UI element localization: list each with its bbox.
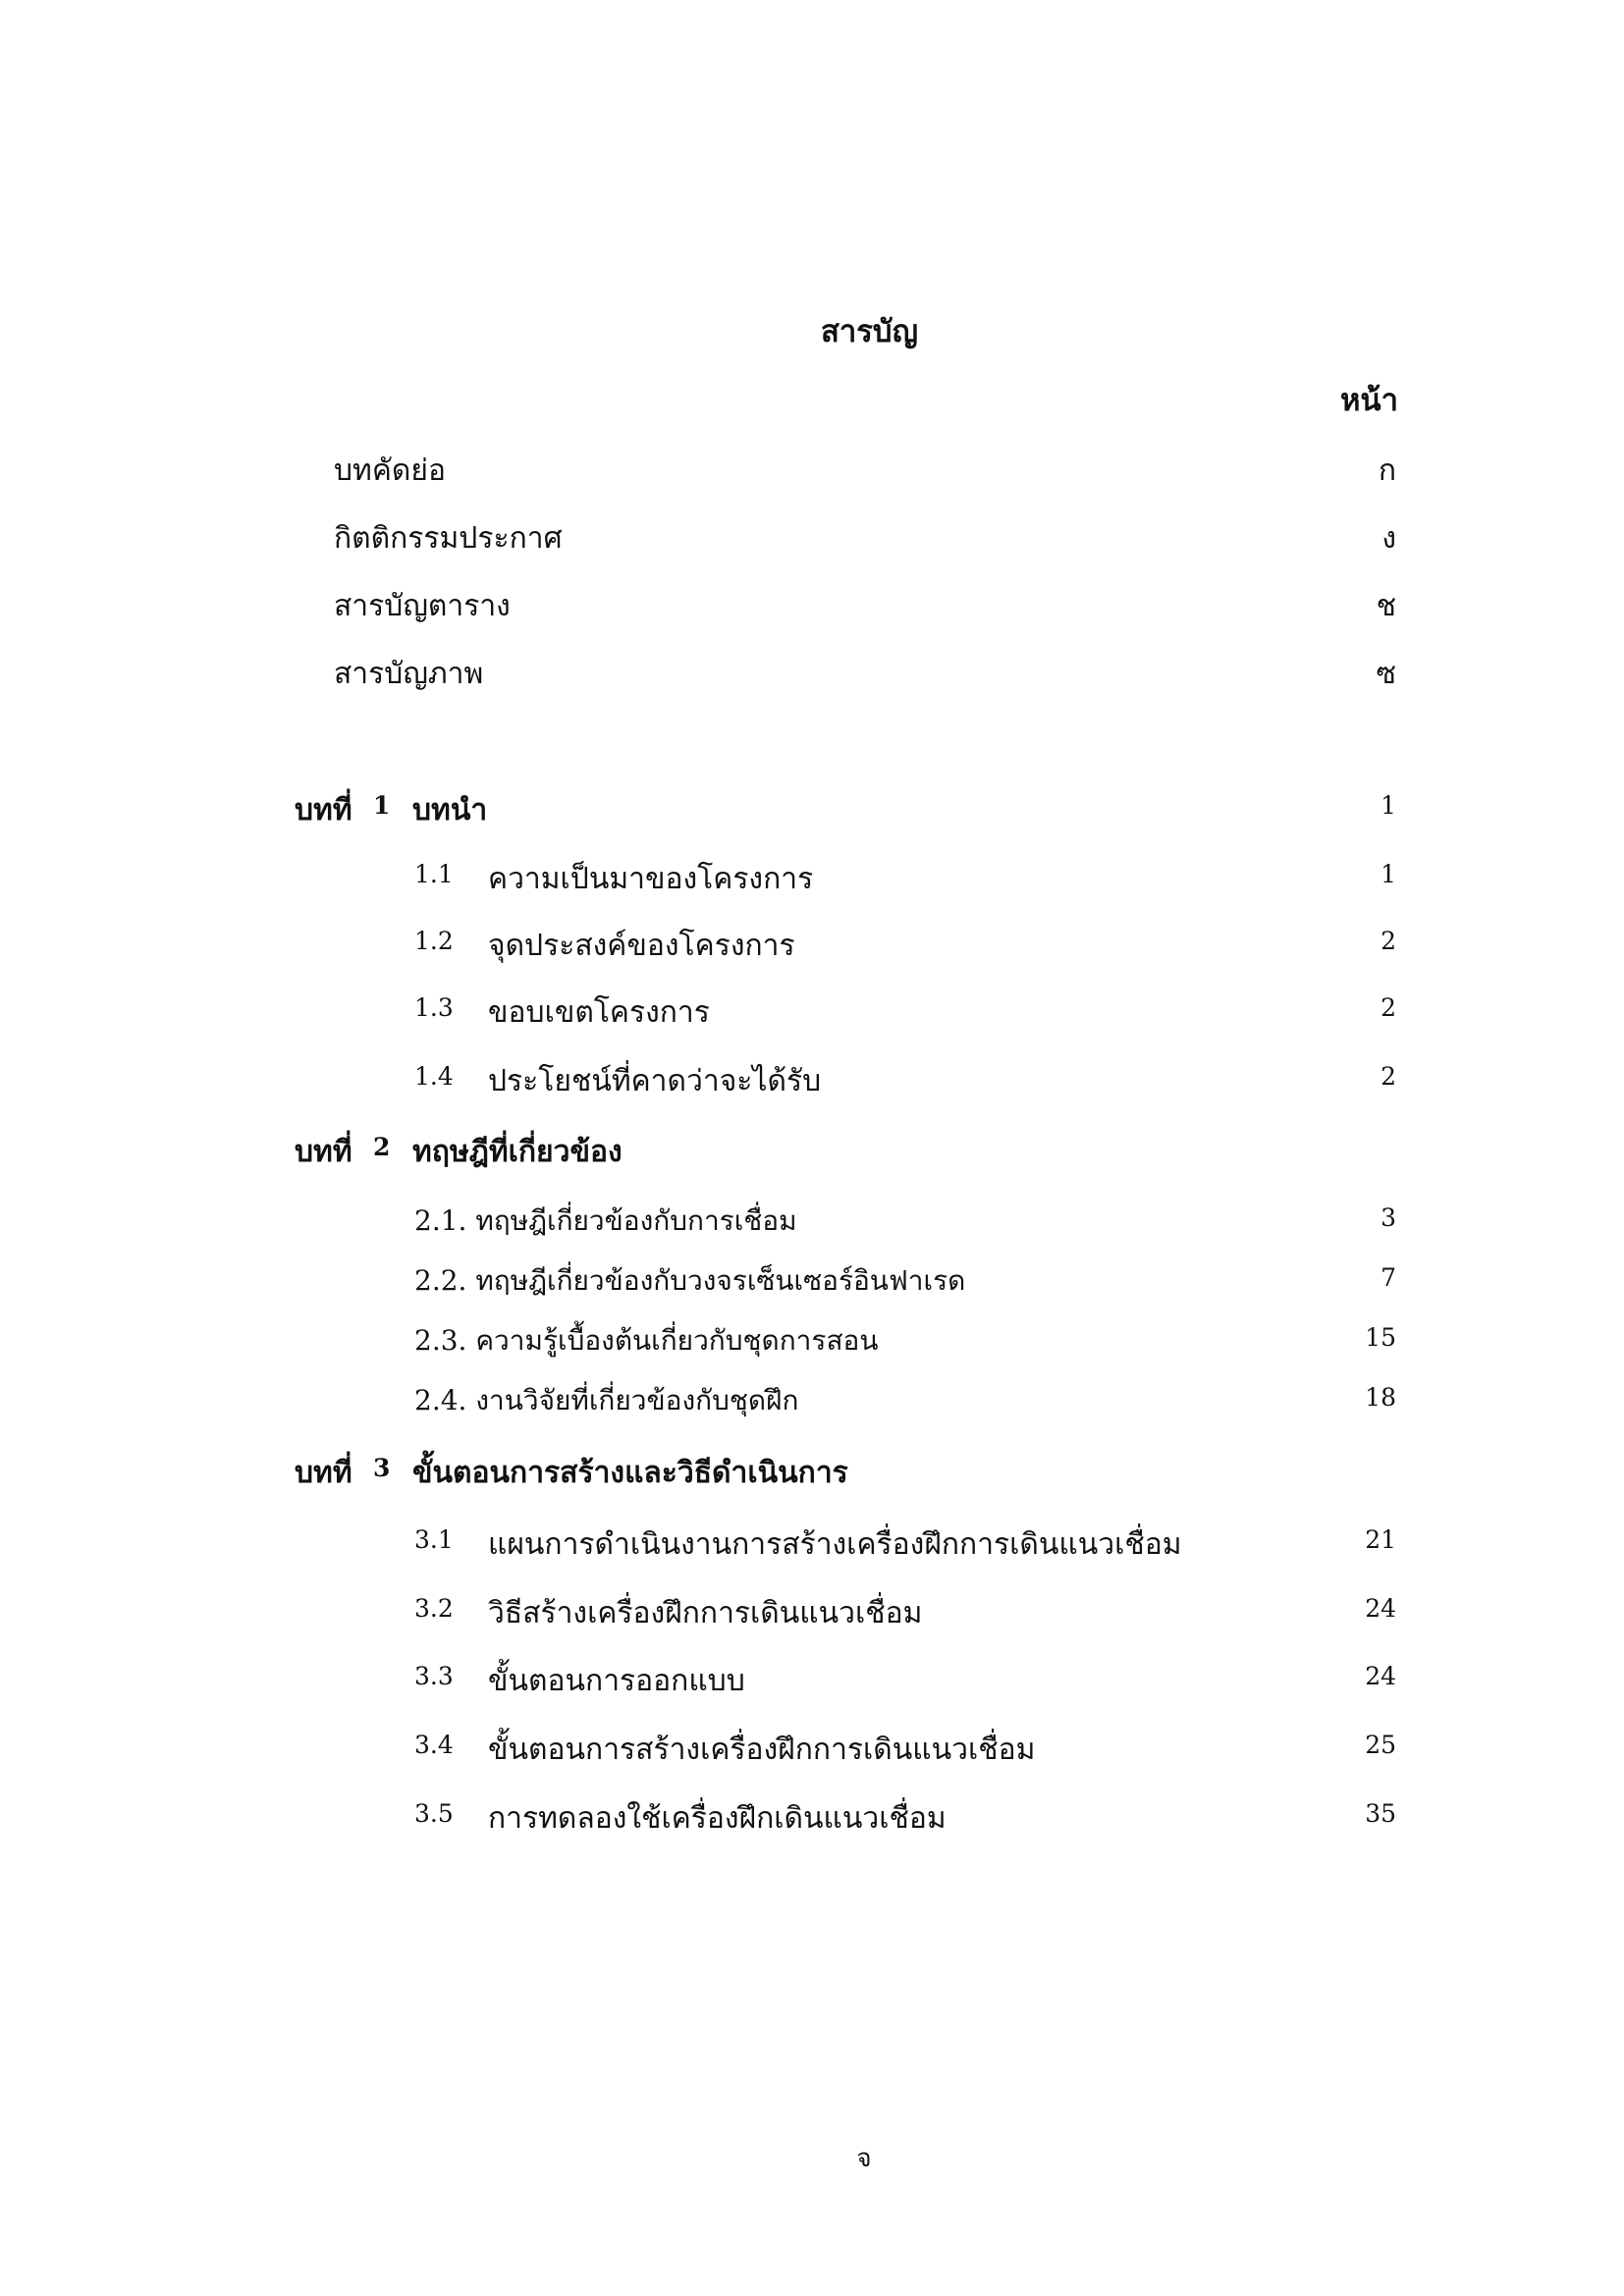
chapter-number: 1: [373, 791, 391, 820]
toc-entry-label: สารบัญตาราง: [334, 589, 511, 623]
section-page: 18: [1365, 1383, 1396, 1412]
section-page: 15: [1365, 1323, 1396, 1352]
toc-entry-page: ก: [1378, 454, 1396, 488]
section-page: 25: [1365, 1731, 1396, 1759]
toc-entry-label: บทคัดย่อ: [334, 454, 446, 488]
chapter-heading-2: [0, 1129, 1624, 1174]
toc-section-3-3: [0, 1658, 1624, 1703]
chapter-title: ทฤษฎีที่เกี่ยวข้อง: [412, 1135, 623, 1169]
section-label: แผนการดำเนินงานการสร้างเครื่องฝึกการเดินแนวเชื่อม: [488, 1527, 1182, 1562]
toc-section-2-4: [0, 1379, 1624, 1424]
section-page: 2: [1380, 927, 1396, 955]
chapter-word: บทที่: [295, 1456, 352, 1490]
toc-section-3-2: [0, 1590, 1624, 1635]
toc-entry-list-of-figures: [0, 651, 1624, 696]
chapter-number: 2: [373, 1133, 391, 1161]
toc-section-3-4: [0, 1727, 1624, 1772]
page-column-header: หน้า: [1339, 383, 1398, 418]
section-page: 1: [1380, 860, 1396, 888]
section-label: วิธีสร้างเครื่องฝึกการเดินแนวเชื่อม: [488, 1596, 923, 1630]
toc-entry-label: กิตติกรรมประกาศ: [334, 521, 563, 556]
toc-entry-list-of-tables: [0, 583, 1624, 628]
toc-section-1-1: [0, 856, 1624, 901]
section-label: 2.1. ทฤษฎีเกี่ยวข้องกับการเชื่อม: [414, 1204, 797, 1237]
section-label: 2.2. ทฤษฎีเกี่ยวข้องกับวงจรเซ็นเซอร์อินฟาเรด: [414, 1264, 966, 1297]
section-page: 3: [1380, 1203, 1396, 1232]
toc-section-2-3: [0, 1319, 1624, 1364]
section-label: การทดลองใช้เครื่องฝึกเดินแนวเชื่อม: [488, 1801, 947, 1836]
section-number: 3.4: [414, 1731, 454, 1759]
section-page: 24: [1365, 1594, 1396, 1623]
section-label: 2.4. งานวิจัยที่เกี่ยวข้องกับชุดฝึก: [414, 1384, 799, 1416]
section-page: 21: [1365, 1525, 1396, 1554]
chapter-title: ขั้นตอนการสร้างและวิธีดำเนินการ: [412, 1456, 848, 1490]
section-number: 1.4: [414, 1062, 454, 1091]
chapter-word: บทที่: [295, 1135, 352, 1169]
chapter-heading-3: [0, 1450, 1624, 1495]
toc-section-2-2: [0, 1259, 1624, 1305]
toc-section-3-5: [0, 1795, 1624, 1841]
section-label: ขั้นตอนการสร้างเครื่องฝึกการเดินแนวเชื่อม: [488, 1733, 1036, 1767]
section-label: ความเป็นมาของโครงการ: [488, 862, 814, 896]
toc-section-1-4: [0, 1058, 1624, 1103]
toc-entry-acknowledgement: [0, 515, 1624, 561]
toc-section-1-2: [0, 923, 1624, 968]
chapter-page: 1: [1380, 791, 1396, 820]
toc-section-2-1: [0, 1200, 1624, 1245]
section-label: ขอบเขตโครงการ: [488, 995, 710, 1030]
section-page: 24: [1365, 1662, 1396, 1690]
toc-entry-page: ง: [1381, 521, 1396, 556]
section-label: ประโยชน์ที่คาดว่าจะได้รับ: [488, 1064, 822, 1098]
toc-entry-label: สารบัญภาพ: [334, 657, 484, 691]
toc-title: สารบัญ: [820, 314, 919, 349]
section-number: 3.1: [414, 1525, 454, 1554]
section-number: 1.3: [414, 993, 454, 1022]
section-label: จุดประสงค์ของโครงการ: [488, 929, 795, 963]
section-label: 2.3. ความรู้เบื้องต้นเกี่ยวกับชุดการสอน: [414, 1324, 879, 1357]
toc-section-3-1: [0, 1522, 1624, 1567]
toc-entry-page: ซ: [1376, 657, 1396, 691]
toc-entry-abstract: [0, 448, 1624, 493]
toc-entry-page: ช: [1376, 589, 1396, 623]
section-number: 3.2: [414, 1594, 454, 1623]
toc-section-1-3: [0, 989, 1624, 1035]
section-label: ขั้นตอนการออกแบบ: [488, 1664, 745, 1698]
section-number: 1.1: [414, 860, 454, 888]
section-number: 3.3: [414, 1662, 454, 1690]
section-number: 3.5: [414, 1799, 454, 1828]
section-page: 2: [1380, 1062, 1396, 1091]
section-number: 1.2: [414, 927, 454, 955]
chapter-word: บทที่: [295, 793, 352, 828]
section-page: 35: [1365, 1799, 1396, 1828]
section-page: 2: [1380, 993, 1396, 1022]
section-page: 7: [1380, 1263, 1396, 1292]
chapter-number: 3: [373, 1454, 391, 1482]
chapter-heading-1: [0, 787, 1624, 832]
chapter-title: บทนำ: [412, 793, 488, 828]
page-number: จ: [856, 2144, 872, 2173]
